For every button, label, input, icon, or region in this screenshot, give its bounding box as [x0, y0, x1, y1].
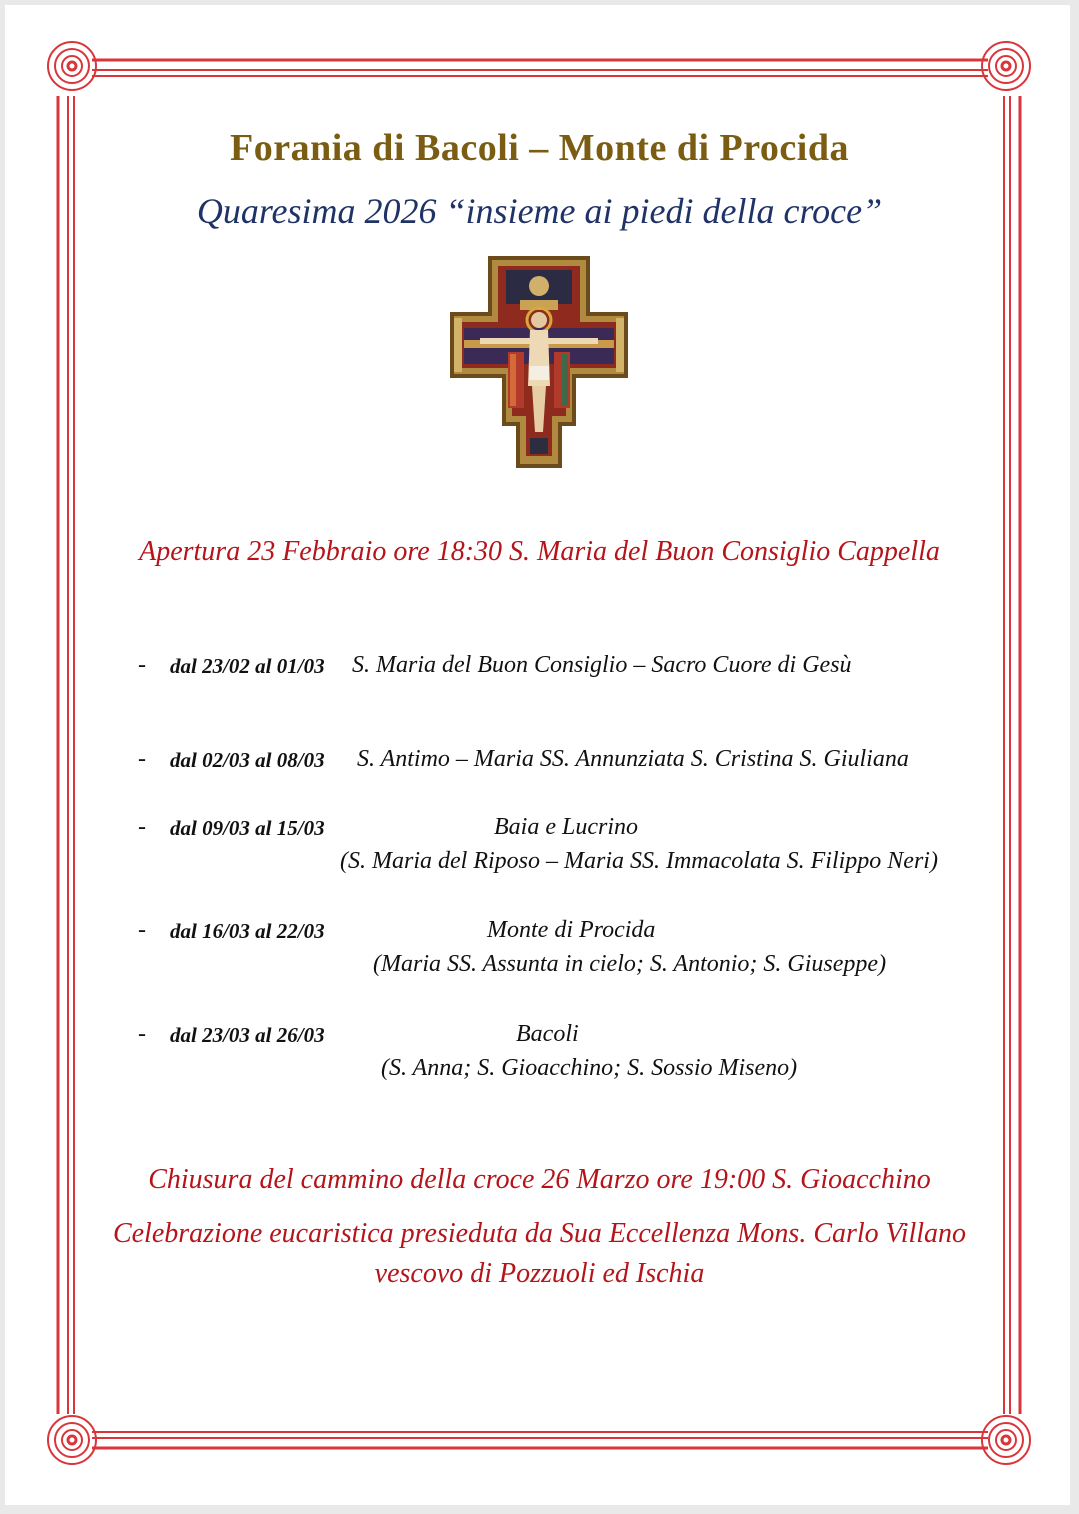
page-subtitle: Quaresima 2026 “insieme ai piedi della croce”: [196, 191, 883, 231]
schedule-dates: dal 16/03 al 22/03: [170, 919, 325, 943]
schedule-dates: dal 23/03 al 26/03: [170, 1023, 325, 1047]
schedule-place: S. Antimo – Maria SS. Annunziata S. Cristina S. Giuliana: [357, 746, 909, 772]
list-bullet: -: [138, 746, 146, 772]
schedule-detail: (Maria SS. Assunta in cielo; S. Antonio; S. Giuseppe): [373, 951, 887, 977]
san-damiano-crucifix-icon: [450, 256, 628, 468]
schedule-place: Bacoli: [516, 1021, 579, 1047]
schedule-dates: dal 09/03 al 15/03: [170, 816, 325, 840]
schedule-detail: (S. Maria del Riposo – Maria SS. Immacolata S. Filippo Neri): [340, 848, 938, 874]
schedule-detail: (S. Anna; S. Gioacchino; S. Sossio Miseno): [381, 1055, 798, 1081]
celebration-note: Celebrazione eucaristica presieduta da Sua Eccellenza Mons. Carlo Villano: [112, 1218, 967, 1249]
page-title: Forania di Bacoli – Monte di Procida: [230, 127, 849, 169]
schedule-place: Monte di Procida: [487, 917, 656, 943]
schedule-place: Baia e Lucrino: [494, 814, 638, 840]
list-bullet: -: [138, 1021, 146, 1047]
bishop-note: vescovo di Pozzuoli ed Ischia: [374, 1258, 705, 1289]
list-bullet: -: [138, 917, 146, 943]
schedule-dates: dal 02/03 al 08/03: [170, 748, 325, 772]
list-bullet: -: [138, 814, 146, 840]
schedule-dates: dal 23/02 al 01/03: [170, 654, 325, 678]
opening-announcement: Apertura 23 Febbraio ore 18:30 S. Maria del Buon Consiglio Cappella: [139, 536, 940, 567]
list-bullet: -: [138, 652, 146, 678]
closing-announcement: Chiusura del cammino della croce 26 Marzo ore 19:00 S. Gioacchino: [148, 1164, 931, 1195]
schedule-place: S. Maria del Buon Consiglio – Sacro Cuore di Gesù: [352, 652, 852, 678]
